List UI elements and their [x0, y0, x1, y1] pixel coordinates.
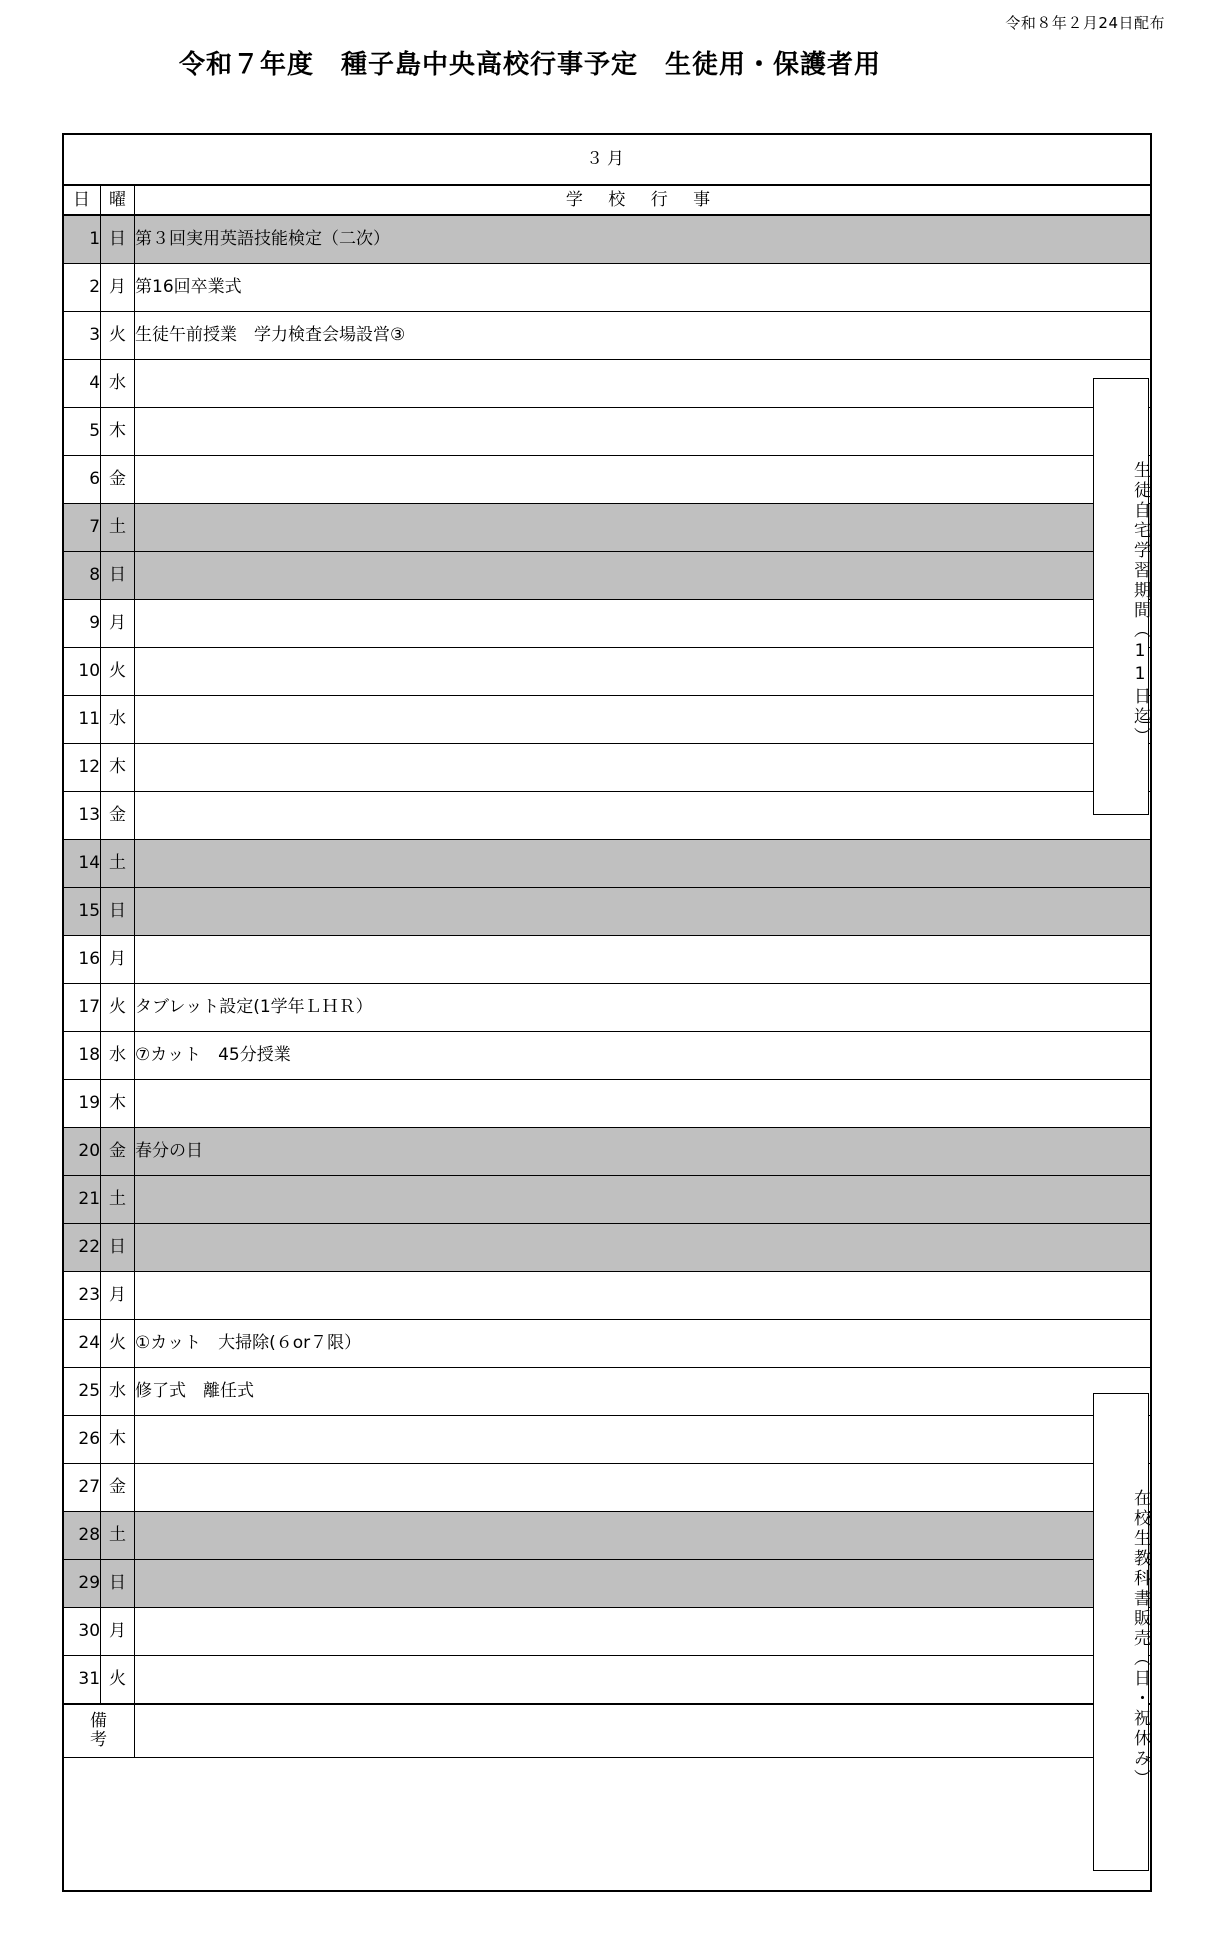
- day-of-week: 日: [101, 888, 135, 936]
- event-text: [135, 1416, 1152, 1464]
- calendar-table-wrapper: [62, 133, 1152, 1758]
- day-of-week: 水: [101, 696, 135, 744]
- event-text: [135, 1608, 1152, 1656]
- event-text: [135, 408, 1152, 456]
- day-number: 17: [63, 984, 101, 1032]
- day-of-week: 水: [101, 1032, 135, 1080]
- day-of-week: 月: [101, 600, 135, 648]
- day-number: 19: [63, 1080, 101, 1128]
- event-text: [135, 840, 1152, 888]
- day-of-week: 月: [101, 936, 135, 984]
- column-header-events: 学 校 行 事: [135, 185, 1152, 215]
- day-of-week: 月: [101, 1608, 135, 1656]
- table-row: [63, 1128, 1152, 1176]
- event-text: [135, 600, 1152, 648]
- day-number: 16: [63, 936, 101, 984]
- day-of-week: 金: [101, 792, 135, 840]
- table-row: [63, 840, 1152, 888]
- month-label: ３月: [63, 134, 1152, 186]
- table-row: [63, 312, 1152, 360]
- day-number: 25: [63, 1368, 101, 1416]
- table-row: [63, 984, 1152, 1032]
- event-text: [135, 792, 1152, 840]
- event-text: [135, 360, 1152, 408]
- calendar-table: [62, 133, 1152, 1758]
- month-banner-row: [63, 134, 1152, 186]
- day-number: 18: [63, 1032, 101, 1080]
- table-row: [63, 504, 1152, 552]
- table-row: [63, 456, 1152, 504]
- day-of-week: 土: [101, 1512, 135, 1560]
- event-text: ①カット 大掃除(６or７限）: [135, 1320, 1152, 1368]
- table-row: [63, 552, 1152, 600]
- day-of-week: 日: [101, 1224, 135, 1272]
- day-of-week: 火: [101, 984, 135, 1032]
- day-number: 2: [63, 264, 101, 312]
- table-row: [63, 1224, 1152, 1272]
- day-number: 27: [63, 1464, 101, 1512]
- table-row: [63, 1560, 1152, 1608]
- day-number: 29: [63, 1560, 101, 1608]
- event-text: ⑦カット 45分授業: [135, 1032, 1152, 1080]
- table-row: [63, 1464, 1152, 1512]
- day-of-week: 日: [101, 215, 135, 264]
- event-text: [135, 552, 1152, 600]
- day-of-week: 土: [101, 504, 135, 552]
- event-text: [135, 696, 1152, 744]
- day-of-week: 木: [101, 744, 135, 792]
- day-of-week: 火: [101, 1320, 135, 1368]
- table-row: [63, 888, 1152, 936]
- event-text: [135, 1560, 1152, 1608]
- day-number: 23: [63, 1272, 101, 1320]
- day-number: 10: [63, 648, 101, 696]
- remarks-label-line2: 考: [90, 1730, 108, 1750]
- table-row: [63, 1176, 1152, 1224]
- day-number: 28: [63, 1512, 101, 1560]
- table-row: [63, 696, 1152, 744]
- day-number: 6: [63, 456, 101, 504]
- day-number: 3: [63, 312, 101, 360]
- day-of-week: 金: [101, 1128, 135, 1176]
- day-number: 20: [63, 1128, 101, 1176]
- event-text: [135, 504, 1152, 552]
- column-header-dow: 曜: [101, 185, 135, 215]
- event-text: [135, 1224, 1152, 1272]
- remarks-label-line1: 備: [90, 1711, 108, 1732]
- day-number: 8: [63, 552, 101, 600]
- day-number: 7: [63, 504, 101, 552]
- day-number: 5: [63, 408, 101, 456]
- table-row: [63, 600, 1152, 648]
- remarks-value: [135, 1704, 1152, 1758]
- event-text: [135, 456, 1152, 504]
- calendar-body: [63, 134, 1152, 1758]
- day-number: 14: [63, 840, 101, 888]
- table-row: [63, 264, 1152, 312]
- event-text: 第16回卒業式: [135, 264, 1152, 312]
- table-row: [63, 1656, 1152, 1705]
- side-note-textbook-sale-label: 在校生教科書販売（日・祝休み）: [1130, 1489, 1150, 1789]
- event-text: タブレット設定(1学年ＬＨＲ）: [135, 984, 1152, 1032]
- table-row: [63, 1416, 1152, 1464]
- table-row: [63, 792, 1152, 840]
- remarks-label: [63, 1704, 135, 1758]
- table-row: [63, 1032, 1152, 1080]
- day-number: 24: [63, 1320, 101, 1368]
- day-of-week: 木: [101, 408, 135, 456]
- table-row: [63, 1368, 1152, 1416]
- day-number: 12: [63, 744, 101, 792]
- day-of-week: 木: [101, 1416, 135, 1464]
- side-note-student-home-study: [1093, 378, 1149, 815]
- day-number: 30: [63, 1608, 101, 1656]
- day-number: 11: [63, 696, 101, 744]
- day-number: 4: [63, 360, 101, 408]
- day-of-week: 月: [101, 1272, 135, 1320]
- day-number: 1: [63, 215, 101, 264]
- table-row: [63, 1272, 1152, 1320]
- day-number: 15: [63, 888, 101, 936]
- event-text: 修了式 離任式: [135, 1368, 1152, 1416]
- day-number: 13: [63, 792, 101, 840]
- event-text: 春分の日: [135, 1128, 1152, 1176]
- day-of-week: 火: [101, 312, 135, 360]
- side-note-textbook-sale: [1093, 1393, 1149, 1871]
- event-text: [135, 1464, 1152, 1512]
- side-note-student-home-study-label: 生徒自宅学習期間（11日迄）: [1130, 460, 1150, 747]
- day-of-week: 木: [101, 1080, 135, 1128]
- day-of-week: 日: [101, 552, 135, 600]
- event-text: 第３回実用英語技能検定（二次）: [135, 215, 1152, 264]
- table-row: [63, 744, 1152, 792]
- distribution-date: 令和８年２月24日配布: [1005, 14, 1165, 32]
- day-number: 26: [63, 1416, 101, 1464]
- day-of-week: 水: [101, 360, 135, 408]
- table-row: [63, 936, 1152, 984]
- day-of-week: 月: [101, 264, 135, 312]
- day-of-week: 土: [101, 840, 135, 888]
- table-row: [63, 648, 1152, 696]
- table-row: [63, 215, 1152, 264]
- day-of-week: 金: [101, 1464, 135, 1512]
- event-text: [135, 744, 1152, 792]
- event-text: [135, 1272, 1152, 1320]
- day-of-week: 水: [101, 1368, 135, 1416]
- remarks-row: [63, 1704, 1152, 1758]
- day-of-week: 金: [101, 456, 135, 504]
- table-row: [63, 1080, 1152, 1128]
- event-text: [135, 1656, 1152, 1705]
- table-row: [63, 360, 1152, 408]
- day-number: 31: [63, 1656, 101, 1705]
- table-row: [63, 408, 1152, 456]
- table-row: [63, 1320, 1152, 1368]
- day-number: 21: [63, 1176, 101, 1224]
- day-of-week: 火: [101, 1656, 135, 1705]
- day-number: 22: [63, 1224, 101, 1272]
- event-text: [135, 1512, 1152, 1560]
- table-row: [63, 1512, 1152, 1560]
- table-row: [63, 1608, 1152, 1656]
- page-title: 令和７年度 種子島中央高校行事予定 生徒用・保護者用: [178, 50, 881, 80]
- day-of-week: 土: [101, 1176, 135, 1224]
- event-text: [135, 648, 1152, 696]
- column-header-day: 日: [63, 185, 101, 215]
- event-text: [135, 1080, 1152, 1128]
- event-text: [135, 1176, 1152, 1224]
- day-number: 9: [63, 600, 101, 648]
- column-header-row: [63, 185, 1152, 215]
- event-text: 生徒午前授業 学力検査会場設営③: [135, 312, 1152, 360]
- event-text: [135, 936, 1152, 984]
- day-of-week: 日: [101, 1560, 135, 1608]
- event-text: [135, 888, 1152, 936]
- day-of-week: 火: [101, 648, 135, 696]
